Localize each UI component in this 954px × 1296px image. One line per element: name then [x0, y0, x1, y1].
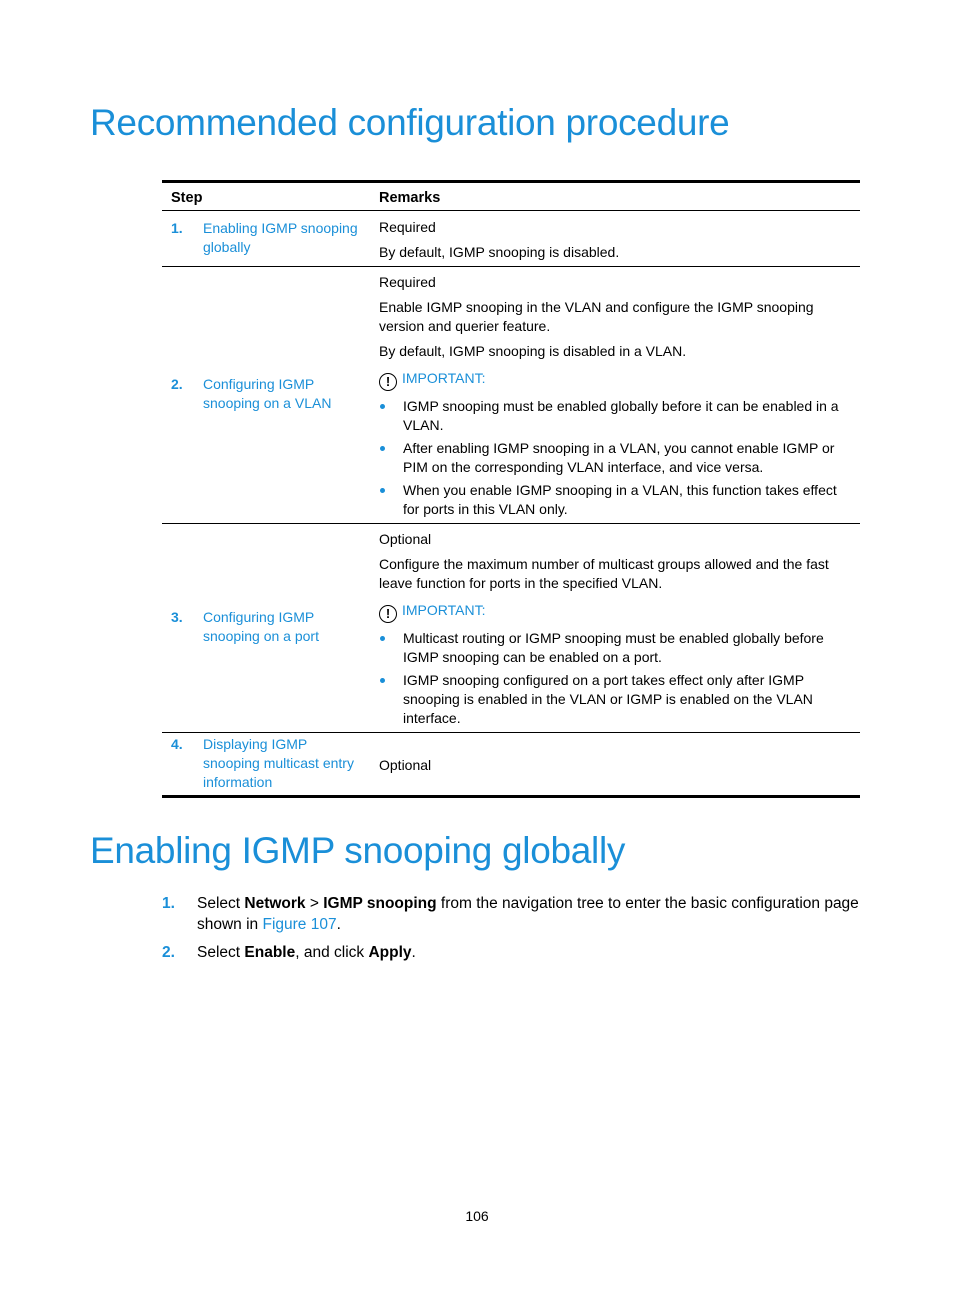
bullet-dot-icon — [380, 488, 385, 493]
exclamation-circle-icon: ! — [379, 373, 397, 391]
section-heading-enabling: Enabling IGMP snooping globally — [90, 830, 626, 871]
remark-text: Optional — [379, 531, 432, 547]
header-rule — [162, 210, 860, 211]
remark-text: Required — [379, 274, 436, 290]
step-link-configuring-igmp-snooping-on-vlan[interactable]: Configuring IGMP snooping on a VLAN — [203, 376, 332, 411]
step-number: 3. — [171, 609, 183, 625]
ui-term-enable: Enable — [244, 944, 296, 961]
step-link-displaying-igmp-snooping-entries[interactable]: Displaying IGMP snooping multicast entry information — [203, 736, 354, 790]
step-text: Select Network > IGMP snooping from the navigation tree to enter the basic configuration page shown in Figure 107. — [197, 895, 859, 933]
important-note-label — [379, 602, 486, 623]
important-note-label — [379, 370, 486, 391]
ui-term-network: Network — [244, 895, 306, 912]
figure-link[interactable]: Figure 107 — [262, 916, 337, 933]
remark-text: By default, IGMP snooping is disabled in a VLAN. — [379, 343, 687, 359]
page-number: 106 — [465, 1208, 489, 1224]
bullet-text: After enabling IGMP snooping in a VLAN, you cannot enable IGMP or PIM on the corresponding VLAN interface, and vice versa. — [403, 440, 835, 475]
bullet-text: IGMP snooping must be enabled globally before it can be enabled in a VLAN. — [403, 398, 839, 433]
remark-text: Configure the maximum number of multicast groups allowed and the fast leave function for ports in the specified VLAN. — [379, 556, 829, 591]
remark-text: Optional — [379, 757, 432, 773]
row-rule — [162, 523, 860, 524]
section-heading-recommended: Recommended configuration procedure — [90, 102, 730, 143]
step-link-enabling-igmp-snooping-globally[interactable]: Enabling IGMP snooping globally — [203, 220, 358, 255]
step-number: 1. — [162, 895, 175, 912]
table-top-rule — [162, 180, 860, 183]
row-rule — [162, 732, 860, 733]
bullet-dot-icon — [380, 636, 385, 641]
important-label: IMPORTANT: — [402, 602, 486, 618]
remark-text: Required — [379, 219, 436, 235]
bullet-text: IGMP snooping configured on a port takes effect only after IGMP snooping is enabled in the VLAN or IGMP is enabled on the VLAN interface. — [403, 672, 813, 726]
step-number: 2. — [162, 944, 175, 961]
remark-text: By default, IGMP snooping is disabled. — [379, 244, 620, 260]
bullet-dot-icon — [380, 446, 385, 451]
step-link-configuring-igmp-snooping-on-port[interactable]: Configuring IGMP snooping on a port — [203, 609, 319, 644]
column-header-step: Step — [171, 190, 203, 206]
bullet-dot-icon — [380, 404, 385, 409]
remark-text: Enable IGMP snooping in the VLAN and configure the IGMP snooping version and querier feature. — [379, 299, 814, 334]
column-header-remarks: Remarks — [379, 190, 441, 206]
bullet-text: When you enable IGMP snooping in a VLAN, this function takes effect for ports in this VLAN only. — [403, 482, 837, 517]
step-number: 2. — [171, 376, 183, 392]
bullet-dot-icon — [380, 678, 385, 683]
step-number: 1. — [171, 220, 183, 236]
exclamation-circle-icon: ! — [379, 605, 397, 623]
step-text: Select Enable, and click Apply. — [197, 944, 416, 961]
bullet-text: Multicast routing or IGMP snooping must be enabled globally before IGMP snooping can be enabled on a port. — [403, 630, 824, 665]
important-label: IMPORTANT: — [402, 370, 486, 386]
step-number: 4. — [171, 736, 183, 752]
ui-term-apply: Apply — [368, 944, 412, 961]
row-rule — [162, 266, 860, 267]
ui-term-igmp-snooping: IGMP snooping — [323, 895, 437, 912]
table-bottom-rule — [162, 795, 860, 798]
